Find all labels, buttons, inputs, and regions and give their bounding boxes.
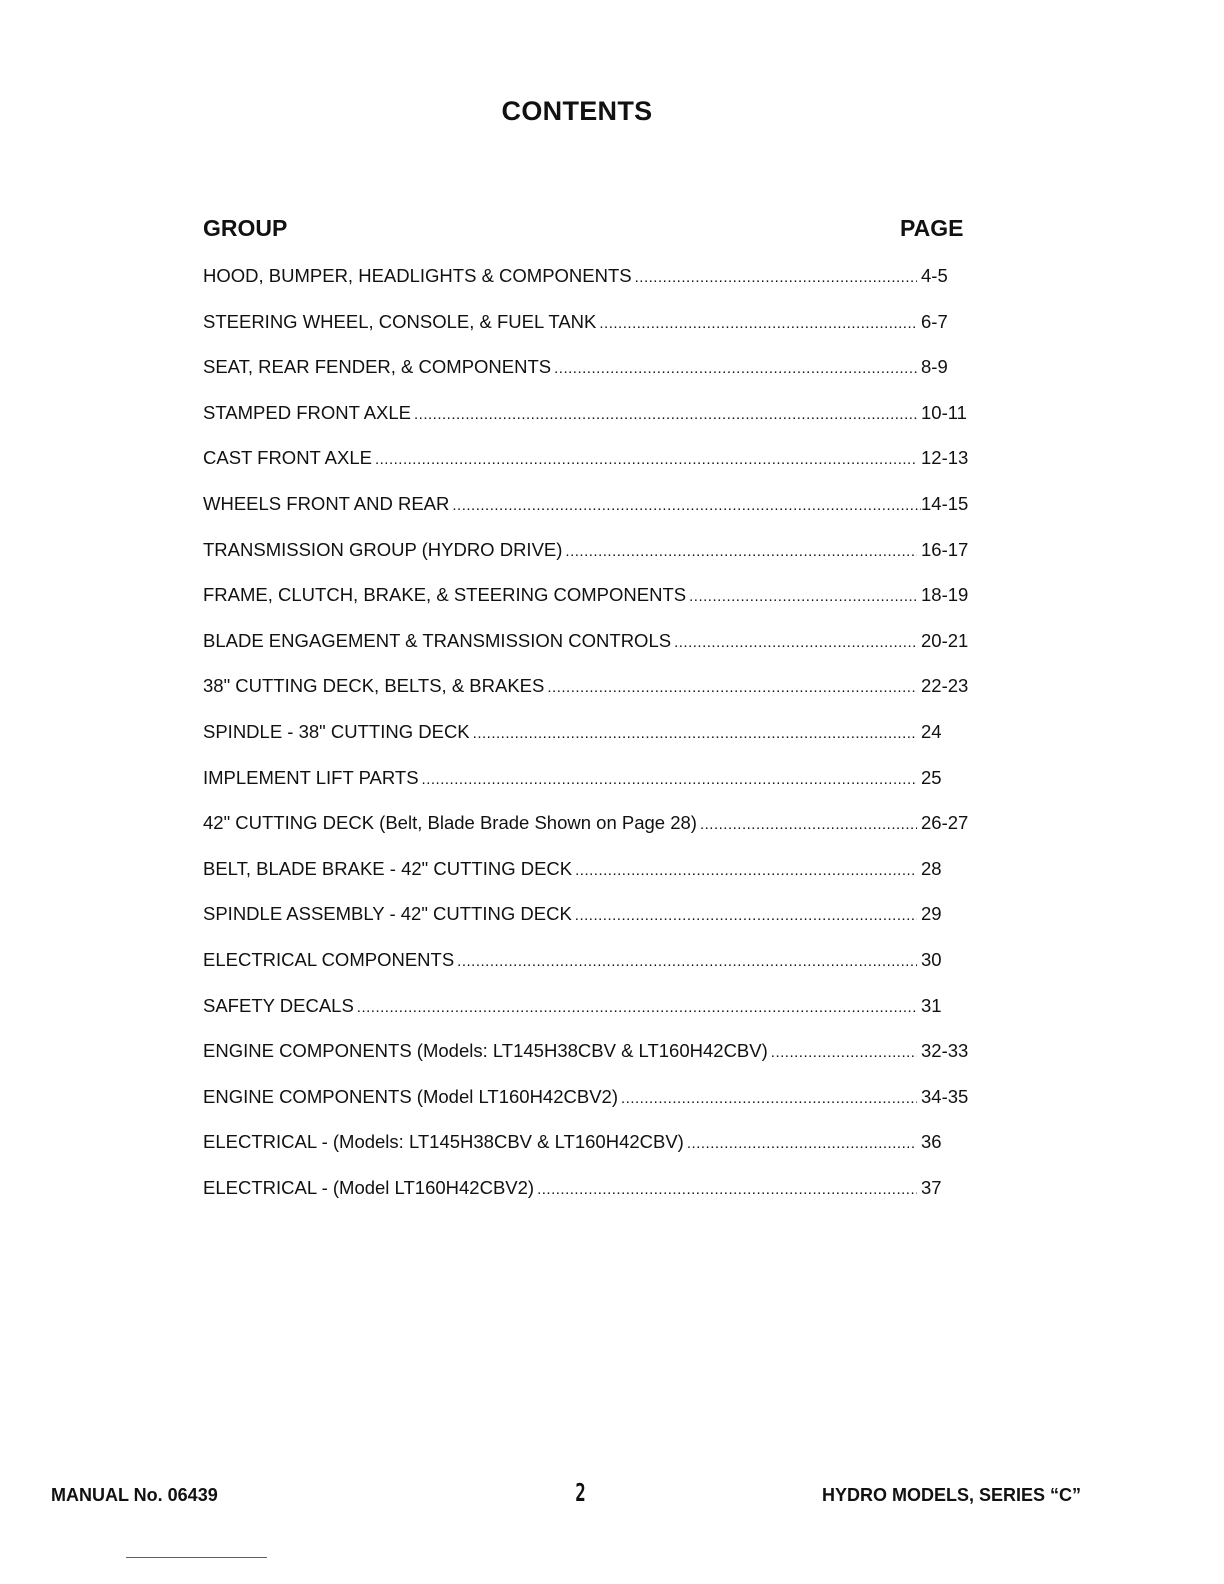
dot-leader (452, 497, 921, 514)
toc-entry-page: 26-27 (921, 812, 969, 834)
toc-entry[interactable] (203, 721, 973, 767)
toc-entry-page: 25 (921, 766, 942, 788)
toc-entry[interactable] (203, 447, 973, 493)
toc-entry-page: 28 (921, 857, 942, 879)
toc-entry-page: 31 (921, 994, 942, 1016)
dot-leader (547, 679, 917, 696)
manual-number: MANUAL No. 06439 (51, 1485, 218, 1505)
toc-entry-label: ENGINE COMPONENTS (Model LT160H42CBV2) (203, 1085, 618, 1107)
page-number: 2 (575, 1478, 586, 1507)
toc-entry-page: 34-35 (921, 1085, 969, 1107)
toc-entry-page: 37 (921, 1176, 942, 1198)
toc-entry-label: STAMPED FRONT AXLE (203, 401, 411, 423)
group-column-header: GROUP (203, 215, 288, 241)
dot-leader (689, 588, 917, 605)
toc-entry[interactable] (203, 675, 973, 721)
toc-entry[interactable] (203, 402, 973, 448)
toc-entry-label: 42" CUTTING DECK (Belt, Blade Brade Shown on Page 28) (203, 812, 697, 834)
dot-leader (771, 1044, 917, 1061)
toc-entry-label: ELECTRICAL - (Model LT160H42CBV2) (203, 1176, 535, 1198)
toc-entry-label: SPINDLE ASSEMBLY - 42" CUTTING DECK (203, 903, 572, 925)
toc-entry-page: 14-15 (921, 492, 969, 514)
toc-entry[interactable] (203, 1131, 973, 1177)
page-column-header: PAGE (900, 215, 964, 241)
toc-entry-label: TRANSMISSION GROUP (HYDRO DRIVE) (203, 538, 563, 560)
dot-leader (537, 1181, 917, 1198)
toc-entry-page: 8-9 (921, 356, 948, 378)
toc-entry-page: 6-7 (921, 310, 948, 332)
toc-entry-label: WHEELS FRONT AND REAR (203, 492, 450, 514)
dot-leader (554, 360, 917, 377)
toc-entry-label: STEERING WHEEL, CONSOLE, & FUEL TANK (203, 310, 597, 332)
toc-entry-label: BLADE ENGAGEMENT & TRANSMISSION CONTROLS (203, 629, 672, 651)
table-of-contents (203, 265, 973, 1222)
toc-entry[interactable] (203, 995, 973, 1041)
toc-entry-page: 16-17 (921, 538, 969, 560)
dot-leader (357, 999, 917, 1016)
toc-entry-label: SPINDLE - 38" CUTTING DECK (203, 720, 470, 742)
dot-leader (575, 907, 917, 924)
toc-entry-page: 22-23 (921, 675, 969, 697)
toc-entry[interactable] (203, 630, 973, 676)
toc-entry-label: BELT, BLADE BRAKE - 42" CUTTING DECK (203, 857, 573, 879)
dot-leader (700, 816, 917, 833)
dot-leader (457, 953, 917, 970)
toc-entry[interactable] (203, 493, 973, 539)
toc-entry[interactable] (203, 539, 973, 585)
toc-entry-label: HOOD, BUMPER, HEADLIGHTS & COMPONENTS (203, 265, 632, 286)
toc-entry-label: ELECTRICAL COMPONENTS (203, 948, 455, 970)
dot-leader (565, 543, 917, 560)
dot-leader (687, 1135, 917, 1152)
toc-entry[interactable] (203, 903, 973, 949)
toc-entry-page: 32-33 (921, 1040, 969, 1062)
toc-entry-label: IMPLEMENT LIFT PARTS (203, 766, 419, 788)
toc-entry[interactable] (203, 311, 973, 357)
toc-entry[interactable] (203, 767, 973, 813)
dot-leader (473, 725, 917, 742)
dot-leader (414, 406, 917, 423)
toc-entry[interactable] (203, 1086, 973, 1132)
toc-entry-page: 18-19 (921, 584, 969, 606)
dot-leader (422, 771, 917, 788)
toc-entry-page: 4-5 (921, 265, 948, 286)
toc-entry-page: 30 (921, 948, 942, 970)
toc-entry-label: CAST FRONT AXLE (203, 447, 372, 469)
toc-entry-page: 12-13 (921, 447, 969, 469)
link-underline[interactable] (126, 1557, 267, 1558)
toc-entry[interactable] (203, 584, 973, 630)
toc-entry-page: 36 (921, 1131, 942, 1153)
toc-entry[interactable] (203, 812, 973, 858)
toc-entry-label: ENGINE COMPONENTS (Models: LT145H38CBV & LT160H42CBV) (203, 1040, 768, 1062)
toc-entry-page: 29 (921, 903, 942, 925)
toc-entry[interactable] (203, 1177, 973, 1223)
page-title: CONTENTS (501, 96, 653, 126)
toc-entry[interactable] (203, 949, 973, 995)
toc-entry-page: 24 (921, 720, 942, 742)
dot-leader (674, 634, 917, 651)
toc-entry-label: SAFETY DECALS (203, 994, 354, 1016)
toc-entry-page: 20-21 (921, 629, 969, 651)
dot-leader (621, 1090, 917, 1107)
toc-entry-label: SEAT, REAR FENDER, & COMPONENTS (203, 356, 552, 378)
toc-entry-label: FRAME, CLUTCH, BRAKE, & STEERING COMPONENTS (203, 584, 687, 606)
dot-leader (375, 451, 917, 468)
toc-entry-page: 10-11 (921, 401, 967, 423)
toc-entry[interactable] (203, 1040, 973, 1086)
dot-leader (635, 269, 917, 286)
dot-leader (575, 862, 917, 879)
dot-leader (599, 315, 917, 332)
toc-entry[interactable] (203, 265, 973, 311)
toc-entry[interactable] (203, 858, 973, 904)
toc-entry-label: ELECTRICAL - (Models: LT145H38CBV & LT160H42CBV) (203, 1131, 684, 1153)
toc-entry[interactable] (203, 356, 973, 402)
toc-entry-label: 38" CUTTING DECK, BELTS, & BRAKES (203, 675, 545, 697)
series-label: HYDRO MODELS, SERIES “C” (822, 1485, 1082, 1505)
